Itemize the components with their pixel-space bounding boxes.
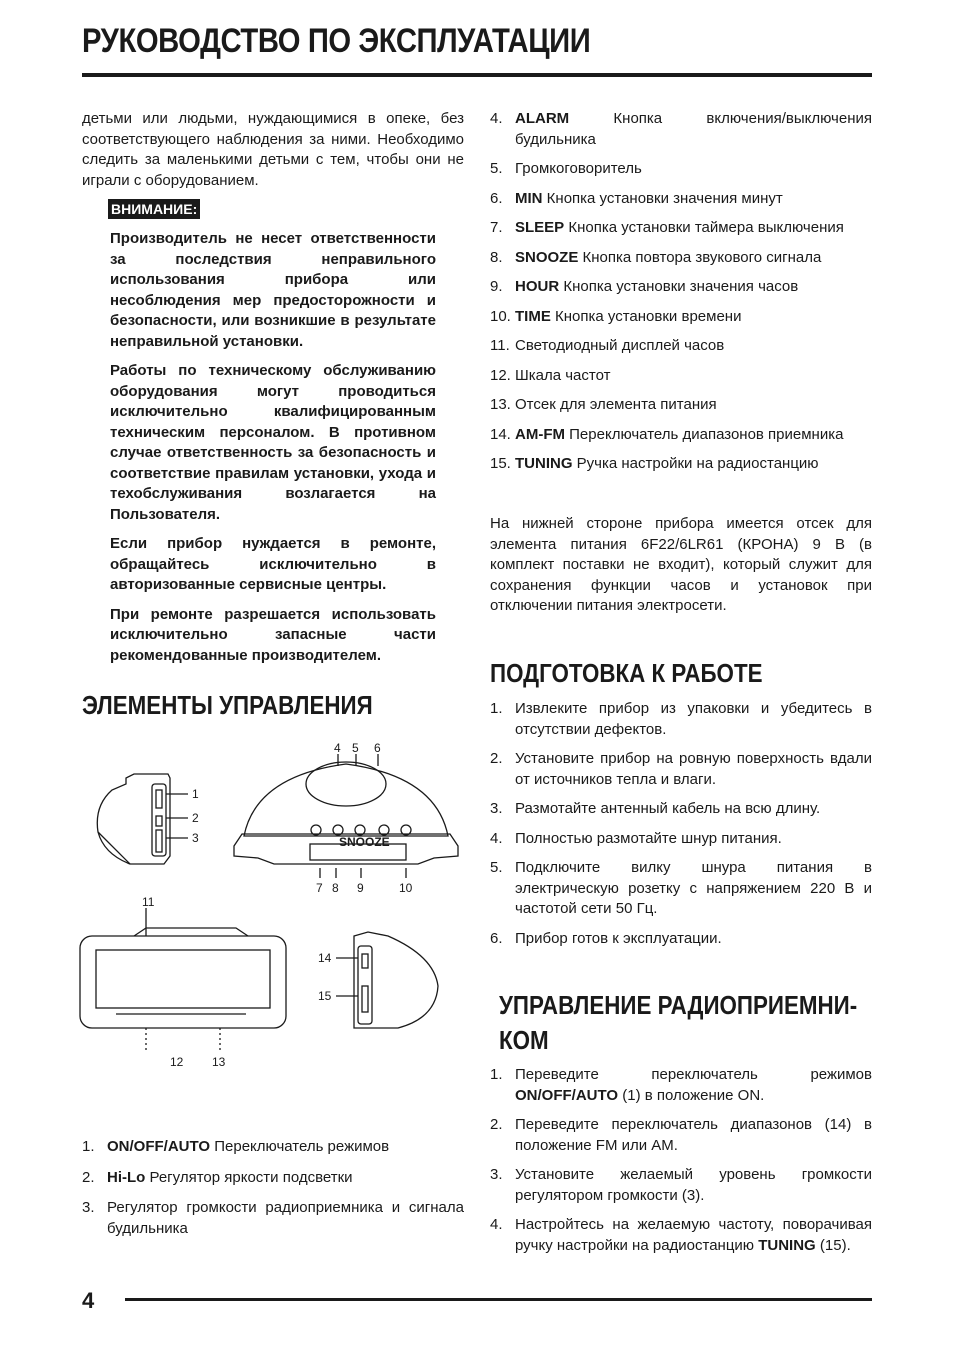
figure-label: 15 — [318, 989, 332, 1003]
side-dial — [156, 816, 162, 826]
device-figure — [76, 736, 466, 1076]
list-item: 5. Громкоговоритель — [490, 160, 642, 177]
controls-list-right — [490, 109, 872, 475]
battery-note-block — [490, 514, 872, 617]
title-rule — [82, 73, 872, 77]
list-item: 6. Прибор готов к эксплуатации. — [490, 929, 722, 947]
warning-paragraph: Работы по техническому обслуживанию оборудования могут проводиться исключительно квалифицированным техническим персоналом. В противном случае ответственность за безопасность и соответствие правилам установки, ухода и техобслуживания возлагается на Пользователя. — [110, 362, 436, 523]
list-item: 8. SNOOZE Кнопка повтора звукового сигнала — [490, 248, 822, 266]
list-item: 15. TUNING Ручка настройки на радиостанцию — [490, 455, 819, 472]
list-item: 1. Извлеките прибор из упаковки и убедитесь в отсутствии дефектов. — [490, 700, 872, 738]
list-item: 1. Переведите переключатель режимов ON/OFF/AUTO (1) в положение ON. — [490, 1066, 872, 1104]
band-switch — [362, 954, 368, 968]
warning-paragraph: Производитель не несет ответственности за последствия неправильного использования прибора или несоблюдения мер предосторожности и безопасности, или возникшие в результате неправильной установки. — [110, 230, 436, 350]
side-view-outline — [97, 774, 170, 864]
radio-section-title: УПРАВЛЕНИЕ РАДИОПРИЕМНИ- — [499, 990, 858, 1020]
intro-paragraph: детьми или людьми, нуждающимися в опеке, без соответствующего наблюдения за ними. Необходимо следить за маленькими детьми с тем, чтобы они не играли с оборудованием. — [82, 110, 464, 189]
figure-label: 12 — [170, 1055, 184, 1069]
figure-label: 9 — [357, 881, 364, 895]
top-view-dome — [244, 764, 448, 836]
figure-label: 10 — [399, 881, 413, 895]
side-panel — [152, 784, 166, 856]
list-item: 2. Установите прибор на ровную поверхность вдали от источников тепла и влаги. — [490, 750, 872, 788]
figure-label: 4 — [334, 741, 341, 755]
intro-block — [82, 109, 464, 191]
warning-badge: ВНИМАНИЕ: — [108, 199, 200, 219]
side-switch — [156, 790, 162, 808]
figure-label: 5 — [352, 741, 359, 755]
footer-rule — [125, 1298, 872, 1301]
list-item: 4. ALARM Кнопка включения/выключения будильника — [490, 110, 872, 148]
figure-label: 8 — [332, 881, 339, 895]
page-number: 4 — [82, 1288, 95, 1313]
prep-section-title: ПОДГОТОВКА К РАБОТЕ — [490, 658, 763, 688]
list-item: 3. Регулятор громкости радиоприемника и сигнала будильника — [82, 1199, 464, 1237]
speaker-grille — [306, 762, 386, 806]
figure-label: 11 — [142, 895, 155, 909]
figure-label: 3 — [192, 831, 199, 845]
figure-label: 1 — [192, 787, 199, 801]
list-item: 13. Отсек для элемента питания — [490, 396, 717, 413]
figure-label: 6 — [374, 741, 381, 755]
list-item: 10. TIME Кнопка установки времени — [490, 307, 742, 325]
list-item: 3. Установите желаемый уровень громкости регулятором громкости (3). — [490, 1166, 872, 1204]
list-item: 4. Настройтесь на желаемую частоту, поворачивая ручку настройки на радиостанцию TUNING (15). — [490, 1216, 872, 1254]
side-slider — [156, 830, 162, 852]
device-diagram — [76, 736, 466, 1076]
side-edge — [98, 832, 130, 864]
list-item: 3. Размотайте антенный кабель на всю длину. — [490, 800, 821, 817]
list-item: 7. SLEEP Кнопка установки таймера выключения — [490, 219, 844, 236]
warning-paragraph: Если прибор нуждается в ремонте, обращайтесь исключительно в авторизованные сервисные центры. — [110, 535, 436, 593]
radio-section-title-line2: КОМ — [499, 1025, 549, 1055]
figure-label: 14 — [318, 951, 332, 965]
page-title: РУКОВОДСТВО ПО ЭКСПЛУАТАЦИИ — [82, 22, 591, 60]
list-item: 4. Полностью размотайте шнур питания. — [490, 829, 782, 847]
list-item: 14. AM-FM Переключатель диапазонов приемника — [490, 425, 844, 443]
list-item: 6. MIN Кнопка установки значения минут — [490, 189, 783, 207]
battery-note: На нижней стороне прибора имеется отсек для элемента питания 6F22/6LR61 (КРОНА) 9 В (в комплект поставки не входит), который служит для сохранения функции часов и установок при отключении питания электросети. — [490, 515, 872, 614]
warning-paragraph: При ремонте разрешается использовать исключительно запасные части рекомендованные производителем. — [110, 605, 436, 664]
figure-label: 13 — [212, 1055, 226, 1069]
radio-steps — [490, 1065, 872, 1256]
list-item: 1. ON/OFF/AUTO Переключатель режимов — [82, 1138, 390, 1155]
prep-steps — [490, 699, 872, 949]
front-display — [96, 950, 270, 1008]
figure-label: 7 — [316, 881, 323, 895]
list-item: 11. Светодиодный дисплей часов — [490, 337, 725, 354]
warning-block — [110, 229, 436, 675]
list-item: 5. Подключите вилку шнура питания в электрическую розетку с напряжением 220 В и частотой сети 50 Гц. — [490, 859, 872, 917]
figure-label: 2 — [192, 811, 199, 825]
controls-list-left — [82, 1137, 464, 1239]
snooze-label: SNOOZE — [339, 835, 390, 849]
list-item: 2. Hi-Lo Регулятор яркости подсветки — [82, 1168, 353, 1186]
list-item: 2. Переведите переключатель диапазонов (14) в положение FM или AM. — [490, 1116, 872, 1154]
controls-section-title: ЭЛЕМЕНТЫ УПРАВЛЕНИЯ — [82, 690, 373, 720]
tuning-knob — [362, 986, 368, 1012]
list-item: 9. HOUR Кнопка установки значения часов — [490, 278, 799, 295]
list-item: 12. Шкала частот — [490, 366, 611, 384]
